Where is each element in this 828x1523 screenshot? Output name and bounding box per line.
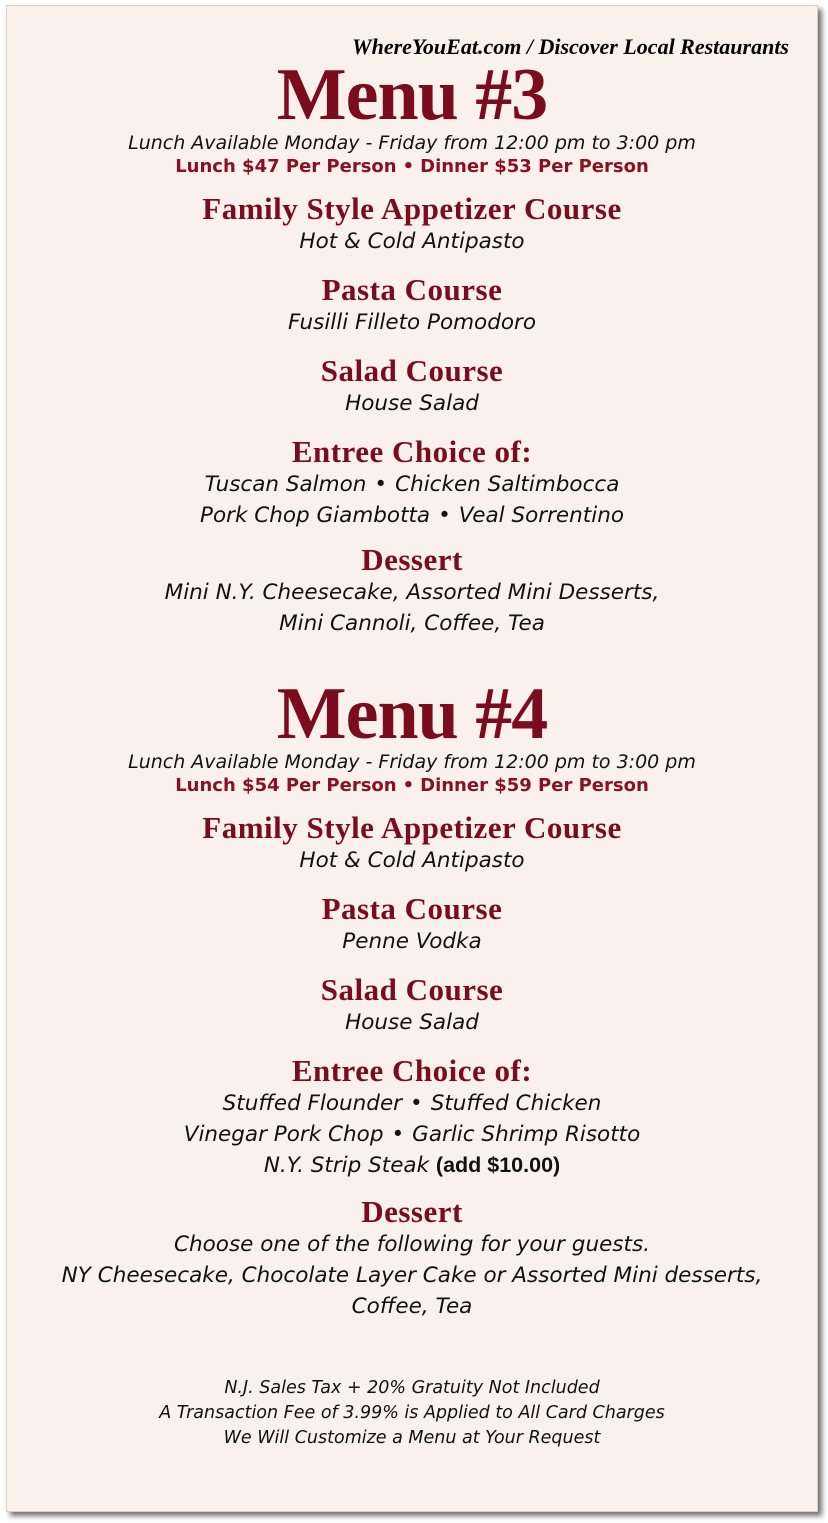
menu-title: Menu #3 xyxy=(276,54,548,136)
entree-line xyxy=(7,500,817,531)
entree-item: Stuffed Chicken xyxy=(430,1091,602,1116)
menu-title: Menu #4 xyxy=(276,673,548,755)
course-item: Hot & Cold Antipasto xyxy=(299,229,525,254)
dessert-line: NY Cheesecake, Chocolate Layer Cake or Assorted Mini desserts, xyxy=(61,1263,763,1288)
dinner-price: Dinner $53 Per Person xyxy=(420,156,649,177)
bullet-separator: • xyxy=(374,472,388,497)
entree-item: N.Y. Strip Steak xyxy=(263,1153,430,1178)
price-line xyxy=(7,156,817,178)
price-line xyxy=(7,775,817,797)
menu-4-section xyxy=(7,673,817,1322)
entree-item: Tuscan Salmon xyxy=(204,472,367,497)
bullet-separator: • xyxy=(402,775,415,796)
dessert-course xyxy=(7,543,817,639)
course-item: Hot & Cold Antipasto xyxy=(299,848,525,873)
entree-item: Chicken Saltimbocca xyxy=(395,472,620,497)
entree-line xyxy=(7,469,817,500)
salad-course xyxy=(7,973,817,1038)
site-watermark: WhereYouEat.com / Discover Local Restaurants xyxy=(352,34,789,59)
menu-3-section xyxy=(7,54,817,639)
entree-item: Garlic Shrimp Risotto xyxy=(412,1122,641,1147)
pasta-course xyxy=(7,273,817,338)
course-item: House Salad xyxy=(345,1010,479,1035)
lunch-hours: Lunch Available Monday - Friday from 12:00 pm to 3:00 pm xyxy=(128,751,696,773)
tax-note: N.J. Sales Tax + 20% Gratuity Not Included xyxy=(224,1378,600,1398)
dessert-course xyxy=(7,1195,817,1322)
lunch-hours: Lunch Available Monday - Friday from 12:00 pm to 3:00 pm xyxy=(128,132,696,154)
appetizer-course xyxy=(7,192,817,257)
menu-page xyxy=(6,5,818,1512)
menu-footer xyxy=(7,1376,817,1451)
entree-line xyxy=(7,1150,817,1181)
entree-line xyxy=(7,1119,817,1150)
dessert-line: Choose one of the following for your guests. xyxy=(174,1232,650,1257)
dessert-line: Mini Cannoli, Coffee, Tea xyxy=(279,611,545,636)
course-title: Pasta Course xyxy=(321,272,503,307)
course-title: Entree Choice of: xyxy=(291,1053,533,1088)
course-title: Dessert xyxy=(361,542,463,577)
dessert-line: Coffee, Tea xyxy=(351,1294,473,1319)
entree-line xyxy=(7,1088,817,1119)
card-fee-note: A Transaction Fee of 3.99% is Applied to All Card Charges xyxy=(159,1403,665,1423)
entree-item: Vinegar Pork Chop xyxy=(183,1122,384,1147)
entree-item: Pork Chop Giambotta xyxy=(200,503,431,528)
lunch-price: Lunch $54 Per Person xyxy=(175,775,397,796)
bullet-separator: • xyxy=(402,156,415,177)
course-title: Dessert xyxy=(361,1194,463,1229)
entree-course xyxy=(7,1054,817,1181)
bullet-separator: • xyxy=(410,1091,423,1116)
bullet-separator: • xyxy=(391,1122,405,1147)
course-title: Salad Course xyxy=(320,972,504,1007)
appetizer-course xyxy=(7,811,817,876)
course-title: Family Style Appetizer Course xyxy=(202,810,622,845)
course-item: House Salad xyxy=(345,391,479,416)
course-title: Family Style Appetizer Course xyxy=(202,191,622,226)
course-item: Fusilli Filleto Pomodoro xyxy=(288,310,536,335)
dessert-line: Mini N.Y. Cheesecake, Assorted Mini Desserts, xyxy=(164,580,660,605)
course-item: Penne Vodka xyxy=(342,929,482,954)
pasta-course xyxy=(7,892,817,957)
entree-item: Stuffed Flounder xyxy=(222,1091,403,1116)
course-title: Salad Course xyxy=(320,353,504,388)
customize-note: We Will Customize a Menu at Your Request xyxy=(223,1428,601,1448)
course-title: Entree Choice of: xyxy=(291,434,533,469)
salad-course xyxy=(7,354,817,419)
course-title: Pasta Course xyxy=(321,891,503,926)
steak-addon-price: (add $10.00) xyxy=(435,1153,561,1177)
bullet-separator: • xyxy=(438,503,451,528)
lunch-price: Lunch $47 Per Person xyxy=(175,156,397,177)
dinner-price: Dinner $59 Per Person xyxy=(420,775,649,796)
entree-item: Veal Sorrentino xyxy=(458,503,624,528)
entree-course xyxy=(7,435,817,531)
